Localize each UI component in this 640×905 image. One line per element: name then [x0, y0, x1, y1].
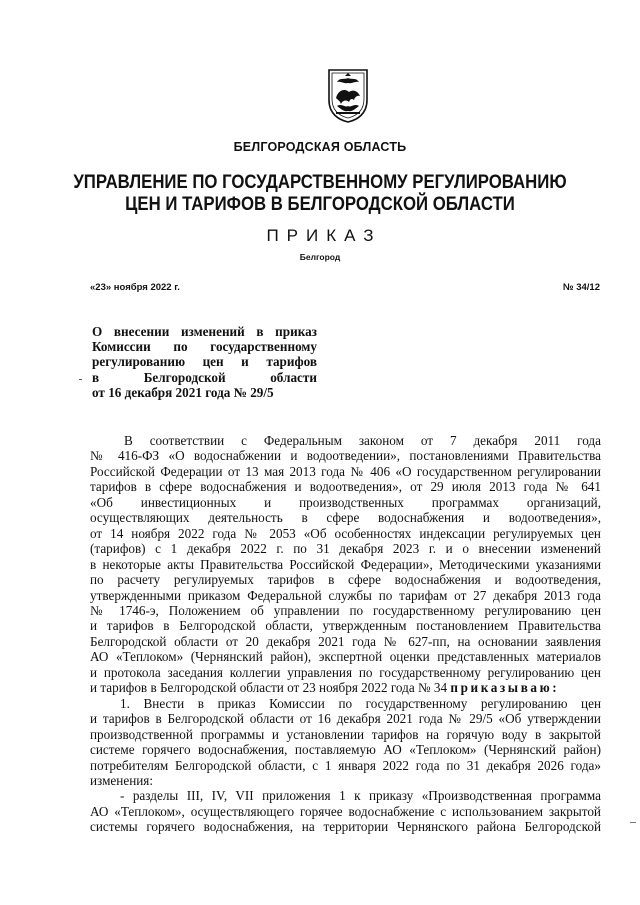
authority-title-line2: ЦЕН И ТАРИФОВ В БЕЛГОРОДСКОЙ ОБЛАСТИ	[125, 193, 515, 215]
body-line: осуществляющих деятельность в сфере водоснабжения и водоотведения»,	[90, 510, 601, 526]
body-line: потребителям Белгородской области, с 1 января 2022 года по 31 декабря 2026 года»	[90, 757, 601, 773]
body-line: изменения:	[90, 772, 154, 788]
city-label: Белгород	[299, 252, 341, 262]
order-subject	[92, 324, 317, 400]
body-line: - разделы III, IV, VII приложения 1 к приказу «Производственная программа	[120, 788, 601, 804]
body-line: утвержденными приказом Федеральной службы по тарифам от 27 декабря 2013 года	[90, 587, 601, 603]
body-line: 1. Внести в приказ Комиссии по государственному регулированию цен	[120, 695, 601, 711]
order-number: № 34/12	[562, 282, 600, 293]
body-line: № 416-ФЗ «О водоснабжении и водоотведении», постановлениями Правительства	[90, 448, 601, 464]
body-line: «Об инвестиционных и производственных программах организаций,	[90, 494, 601, 510]
subject-line: О внесении изменений в приказ	[92, 324, 317, 339]
body-line: тарифов в сфере водоснабжения и водоотведения», от 29 июля 2013 года № 641	[90, 479, 601, 495]
coat-of-arms-icon	[327, 68, 369, 124]
subject-line: регулированию цен и тарифов	[92, 354, 317, 370]
body-line: В соответствии с Федеральным законом от 7 декабря 2011 года	[124, 433, 601, 448]
body-line: системе горячего водоснабжения, поставляемую АО «Теплоком» (Чернянский район)	[90, 742, 601, 758]
body-line: в некоторые акты Правительства Российской Федерации», Методическими указаниями	[90, 556, 601, 572]
subject-line: в Белгородской области	[92, 369, 317, 385]
body-line: системы горячего водоснабжения, на территории Чернянского района Белгородской	[90, 819, 601, 835]
body-line: Белгородской области от 20 декабря 2021 года № 627-пп, на основании заявления	[90, 633, 601, 649]
order-date: «23» ноября 2022 г.	[90, 282, 180, 293]
body-line: Российской Федерации от 13 мая 2013 года № 406 «О государственном регулировании	[90, 463, 601, 479]
authority-title	[45, 171, 595, 215]
order-verb: приказываю:	[450, 680, 560, 696]
body-line: АО «Теплоком», осуществляющего горячее водоснабжение с использованием закрытой	[90, 803, 601, 819]
body-line: и протокола заседания коллегии управления по государственному регулированию цен	[90, 664, 601, 680]
authority-title-line1: УПРАВЛЕНИЕ ПО ГОСУДАРСТВЕННОМУ РЕГУЛИРОВАНИЮ	[73, 171, 567, 193]
body-line-text: и тарифов в Белгородской области от 23 ноября 2022 года № 34	[90, 680, 448, 696]
margin-mark	[79, 379, 82, 380]
body-line: по расчету регулируемых тарифов в сфере водоснабжения и водоотведения,	[90, 572, 601, 588]
body-line: и тарифов в Белгородской области, утвержденным постановлением Правительства	[90, 618, 601, 634]
edge-mark	[630, 822, 636, 823]
body-line: АО «Теплоком» (Чернянский район), экспертной оценки представленных материалов	[90, 649, 601, 665]
body-line: производственной программы и установлении тарифов на горячую воду в закрытой	[90, 726, 601, 742]
subject-line: от 16 декабря 2021 года № 29/5	[92, 384, 274, 400]
subject-line: Комиссии по государственному	[92, 339, 317, 355]
body-line: и тарифов в Белгородской области от 16 декабря 2021 года № 29/5 «Об утверждении	[90, 711, 601, 727]
body-line: от 14 ноября 2022 года № 2053 «Об особенностях индексации регулируемых цен	[90, 525, 601, 541]
region-title: БЕЛГОРОДСКАЯ ОБЛАСТЬ	[233, 140, 407, 154]
order-body	[90, 433, 601, 835]
body-line	[90, 680, 601, 695]
document-type-title: ПРИКАЗ	[266, 226, 382, 245]
body-line: № 1746-э, Положением об управлении по государственному регулированию цен	[90, 602, 601, 618]
body-line: (тарифов) с 1 декабря 2022 г. по 31 декабря 2023 г. и о внесении изменений	[90, 541, 601, 557]
